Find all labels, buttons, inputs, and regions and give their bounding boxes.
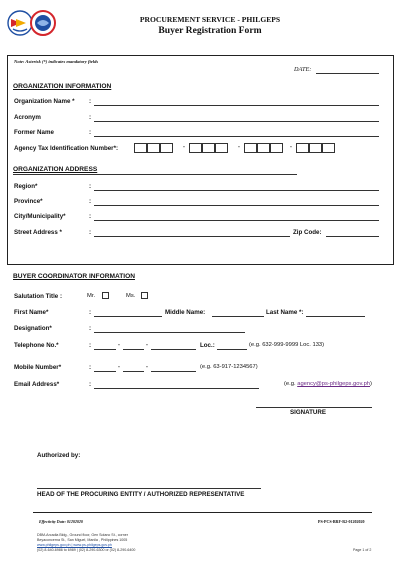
middle-name-label: Middle Name: [165,309,206,316]
tin-dash: - [183,144,185,150]
colon: : [89,114,92,121]
colon: : [89,309,92,316]
tin-dash: - [290,144,292,150]
ms-checkbox[interactable] [141,292,148,299]
website-links[interactable]: www.philgeps.gov.ph | www.ps-philgeps.gov.ph [37,543,112,547]
tin-box[interactable] [296,143,309,153]
last-name-label: Last Name *: [266,309,304,316]
head-label: HEAD OF THE PROCURING ENTITY / AUTHORIZED REPRESENTATIVE [37,491,245,498]
footer-divider [33,512,372,513]
authorized-by-label: Authorized by: [37,452,81,459]
email-field[interactable] [94,388,259,389]
province-label: Province* [14,198,43,205]
tin-box[interactable] [244,143,257,153]
former-name-label: Former Name [14,129,54,136]
buyer-heading: BUYER COORDINATOR INFORMATION [13,273,135,280]
page-border-right [393,55,394,265]
first-name-label: First Name* [14,309,49,316]
page-border-left [7,55,8,265]
date-field[interactable] [316,73,379,74]
org-address-heading: ORGANIZATION ADDRESS [13,166,98,173]
colon: : [89,183,92,190]
tin-box[interactable] [147,143,160,153]
colon: : [89,229,92,236]
dash: - [118,364,120,370]
dash: - [146,364,148,370]
salutation-label: Salutation Title : [14,293,63,300]
colon: : [89,198,92,205]
street-field[interactable] [94,236,290,237]
zip-label: Zip Code: [293,229,322,236]
region-field[interactable] [94,190,379,191]
org-name-label: Organization Name * [14,98,75,105]
mobile-prefix-field[interactable] [123,371,144,372]
acronym-label: Acronym [14,114,41,121]
tel-number-field[interactable] [151,349,196,350]
mobile-number-field[interactable] [151,371,196,372]
mobile-example: (e.g. 63-917-1234567) [200,364,258,370]
colon: : [89,381,92,388]
last-name-field[interactable] [306,316,365,317]
first-name-field[interactable] [94,316,162,317]
loc-label: Loc.: [200,342,215,349]
mr-checkbox[interactable] [102,292,109,299]
dash: - [118,342,120,348]
section-rule [13,174,297,175]
tin-box[interactable] [309,143,322,153]
email-example-prefix: (e.g. [284,381,298,387]
tin-box[interactable] [160,143,173,153]
date-label: DATE: [294,66,312,73]
section-divider [7,264,394,265]
email-example-suffix: ) [370,381,372,387]
email-label: Email Address* [14,381,60,388]
tin-label: Agency Tax Identification Number*: [14,145,119,152]
street-label: Street Address * [14,229,62,236]
header-org: PROCUREMENT SERVICE - PHILGEPS [139,15,281,24]
tel-example: (e.g. 632-999-9999 Loc. 133) [249,342,325,348]
phone-numbers: (02) 8-640-6986 to 6989 | (02) 8-290-6300 or (02) 8-290-6400 [37,548,136,552]
page-number: Page 1 of 2 [353,548,372,552]
mobile-country-field[interactable] [94,371,116,372]
tin-box[interactable] [202,143,215,153]
zip-field[interactable] [326,236,379,237]
ms-label: Ms. [126,293,136,299]
page-title: Buyer Registration Form [158,25,262,36]
region-label: Region* [14,183,38,190]
middle-name-field[interactable] [212,316,264,317]
tin-box[interactable] [189,143,202,153]
tel-country-field[interactable] [94,349,116,350]
email-example-link[interactable]: agency@ps-philgeps.gov.ph [297,381,371,387]
effectivity-date: Effectivity Date: 01202020 [39,519,83,524]
email-example [284,381,372,387]
loc-field[interactable] [217,349,247,350]
city-field[interactable] [94,220,379,221]
tin-box[interactable] [322,143,335,153]
colon: : [89,213,92,220]
province-field[interactable] [94,205,379,206]
city-label: City/Municipality* [14,213,66,220]
designation-field[interactable] [94,332,245,333]
tin-box[interactable] [270,143,283,153]
mandatory-note: Note: Asterisk (*) indicates mandatory fields [14,59,99,64]
header-divider [7,55,394,56]
colon: : [89,129,92,136]
colon: : [89,98,92,105]
tin-dash: - [238,144,240,150]
acronym-field[interactable] [94,121,379,122]
org-name-field[interactable] [94,105,379,106]
org-info-heading: ORGANIZATION INFORMATION [13,83,112,90]
colon: : [89,342,92,349]
signature-line[interactable] [256,407,372,408]
designation-label: Designation* [14,325,52,332]
mobile-label: Mobile Number* [14,364,62,371]
dash: - [146,342,148,348]
form-code: PS-PCS-BRF-R2-01202020 [318,519,365,524]
tin-box[interactable] [215,143,228,153]
telephone-label: Telephone No.* [14,342,59,349]
colon: : [89,364,92,371]
tel-area-field[interactable] [123,349,144,350]
address-line: Beyaconcerna St., San Miguel, Manila , Philippines 1005 [37,538,128,542]
tin-box[interactable] [257,143,270,153]
mr-label: Mr. [87,293,96,299]
colon: : [89,325,92,332]
address-line: DBM-Arcadia Bldg., Ground floor, Gen Solano St., corner [37,533,128,537]
tin-box[interactable] [134,143,147,153]
authorized-signature-line[interactable] [37,488,261,489]
former-name-field[interactable] [94,136,379,137]
signature-label: SIGNATURE [290,409,326,416]
